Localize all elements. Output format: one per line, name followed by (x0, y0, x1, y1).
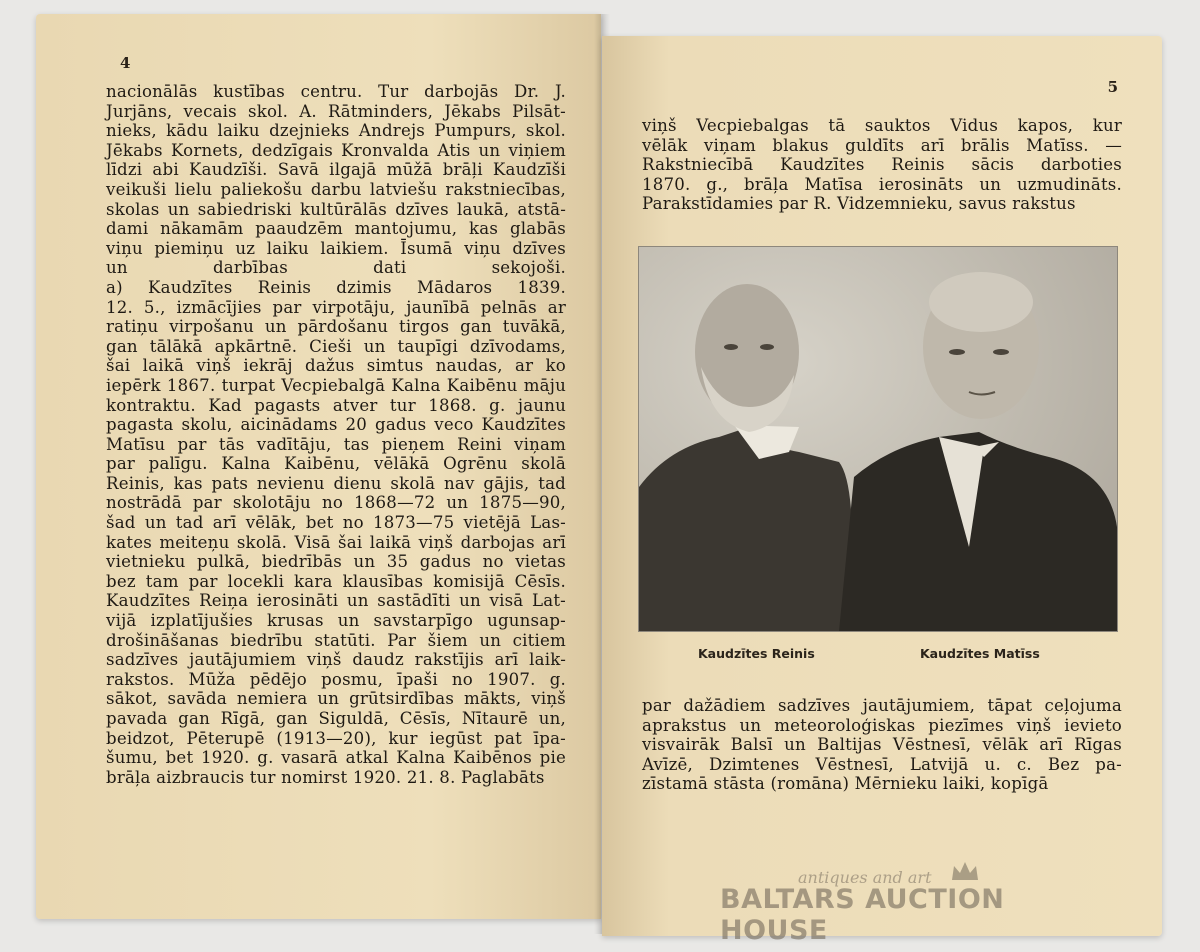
text-line: Reinis, kas pats nevienu dienu skolā nav gājis, tad (106, 473, 566, 493)
page-number: 4 (120, 54, 131, 72)
text-line: šai laikā viņš iekrāj dažus simtus naudas, ar ko (106, 356, 566, 376)
crown-icon (950, 860, 980, 882)
photo-caption: Kaudzītes Reinis (698, 646, 815, 661)
text-line: veikuši lielu paliekošu darbu latviešu rakstniecības, (106, 179, 566, 199)
text-line: Parakstīdamies par R. Vidzemnieku, savus rakstus (642, 194, 1076, 214)
text-line: vietnieku pulkā, biedrībās un 35 gadus no vietas (106, 552, 566, 572)
text-line: par dažādiem sadzīves jautājumiem, tāpat ceļojuma (642, 696, 1122, 715)
text-line: Matīsu par tās vadītāju, tas pieņem Reini viņam (106, 434, 566, 454)
text-line: viņš Vecpiebalgas tā sauktos Vidus kapos, kur (642, 116, 1122, 135)
text-line: kontraktu. Kad pagasts atver tur 1868. g. jaunu (106, 395, 566, 415)
right-page-text-bottom (642, 696, 1122, 794)
watermark-tagline: antiques and art (798, 868, 932, 887)
text-line: pagasta skolu, aicinādams 20 gadus veco Kaudzītes (106, 415, 566, 435)
text-line: pavada gan Rīgā, gan Siguldā, Cēsīs, Nītaurē un, (106, 709, 566, 728)
left-page-text (106, 82, 566, 787)
portrait-illustration (639, 247, 1117, 631)
text-line: skolas un sabiedriski kultūrālās dzīves laukā, atstā- (106, 199, 566, 219)
text-line: Jurjāns, vecais skol. A. Rātminders, Jēkabs Pilsāt- (106, 101, 566, 121)
text-line: nacionālās kustības centru. Tur darbojās Dr. J. (106, 82, 566, 101)
text-line: sadzīves jautājumiem viņš daudz rakstījis arī laik- (106, 650, 566, 670)
text-line: zīstamā stāsta (romāna) Mērnieku laiki, kopīgā (642, 774, 1049, 794)
text-line: Avīzē, Dzimtenes Vēstnesī, Latvijā u. c. Bez pa- (642, 754, 1122, 774)
text-line: visvairāk Balsī un Baltijas Vēstnesī, vēlāk arī Rīgas (642, 735, 1122, 755)
right-page-text-top (642, 116, 1122, 214)
right-page (602, 36, 1162, 936)
text-line: par palīgu. Kalna Kaibēnu, vēlākā Ogrēnu skolā (106, 454, 566, 474)
text-line: nieks, kādu laiku dzejnieks Andrejs Pumpurs, skol. (106, 121, 566, 141)
text-line: vijā izplatījušies krusas un savstarpīgo ugunsap- (106, 611, 566, 631)
text-line: gan tālākā apkārtnē. Cieši un taupīgi dzīvodams, (106, 336, 566, 356)
left-page (36, 14, 601, 919)
text-line: vēlāk viņam blakus guldīts arī brālis Matīss. — (642, 135, 1122, 155)
text-line: aprakstus un meteoroloģiskas piezīmes viņš ievieto (642, 715, 1122, 735)
open-book (28, 14, 1168, 934)
text-line: bez tam par locekli kara klausības komisijā Cēsīs. (106, 571, 566, 591)
text-line: kates meiteņu skolā. Visā šai laikā viņš darbojas arī (106, 532, 566, 552)
text-line: Kaudzītes Reiņa ierosināti un sastādīti un visā Lat- (106, 591, 566, 611)
text-line: drošināšanas biedrību statūti. Par šiem un citiem (106, 630, 566, 650)
text-line: šad un tad arī vēlāk, bet no 1873—75 vietējā Las- (106, 513, 566, 533)
text-line: brāļa aizbraucis tur nomirst 1920. 21. 8. Paglabāts (106, 767, 545, 787)
text-line: 12. 5., izmācījies par virpotāju, jaunībā pelnās ar (106, 297, 566, 317)
text-line: iepērk 1867. turpat Vecpiebalgā Kalna Kaibēnu māju (106, 375, 566, 395)
text-line: 1870. g., brāļa Matīsa ierosināts un uzmudināts. (642, 174, 1122, 194)
watermark-logo (700, 862, 1120, 946)
page-number: 5 (1107, 78, 1118, 96)
text-line: a) Kaudzītes Reinis dzimis Mādaros 1839. (106, 277, 566, 297)
text-line: Jēkabs Kornets, dedzīgais Kronvalda Atis un viņiem (106, 140, 566, 160)
text-line: Rakstniecībā Kaudzītes Reinis sācis darboties (642, 155, 1122, 175)
text-line: nostrādā par skolotāju no 1868—72 un 1875—90, (106, 493, 566, 513)
watermark-title: BALTARS AUCTION HOUSE (720, 884, 1005, 946)
portrait-photo (638, 246, 1118, 632)
text-line: dami nākamām paaudzēm mantojumu, kas glabās (106, 219, 566, 239)
text-line: sākot, savāda nemiera un grūtsirdības mākts, viņš (106, 689, 566, 709)
text-line: viņu piemiņu uz laiku laikiem. Īsumā viņu dzīves (106, 238, 566, 258)
text-line: rakstos. Mūža pēdējo posmu, īpaši no 1907. g. (106, 669, 566, 689)
photo-caption: Kaudzītes Matīss (920, 646, 1040, 661)
text-line: līdzi abi Kaudzīši. Savā ilgajā mūžā brāļi Kaudzīši (106, 160, 566, 180)
text-line: beidzot, Pēterupē (1913—20), kur iegūst pat īpa- (106, 728, 566, 748)
text-line: un darbības dati sekojoši. (106, 258, 566, 278)
text-line: ratiņu virpošanu un pārdošanu tirgos gan tuvākā, (106, 317, 566, 337)
text-line: šumu, bet 1920. g. vasarā atkal Kalna Kaibēnos pie (106, 748, 566, 768)
